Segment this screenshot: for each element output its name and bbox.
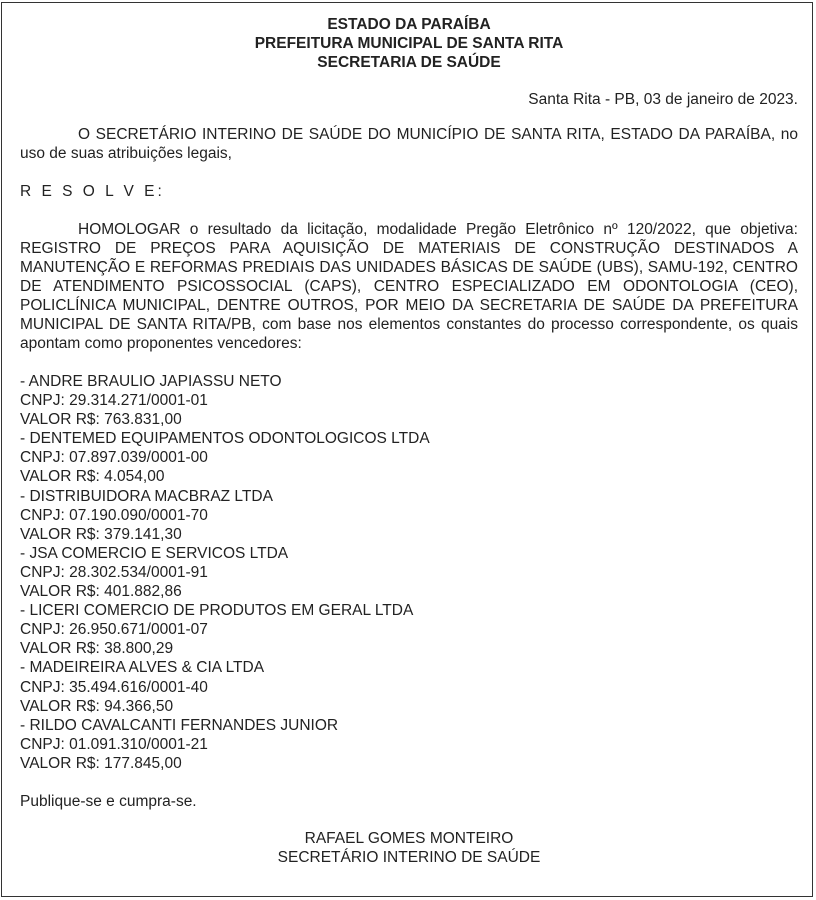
winner-value: VALOR R$: 38.800,29 (20, 640, 174, 658)
winner-cnpj: CNPJ: 28.302.534/0001-91 (20, 563, 208, 581)
winner-name: - LICERI COMERCIO DE PRODUTOS EM GERAL LTDA (20, 602, 414, 620)
header-prefecture: PREFEITURA MUNICIPAL DE SANTA RITA (254, 35, 564, 52)
winner-name: - ANDRE BRAULIO JAPIASSU NETO (20, 373, 282, 390)
winner-name: - DENTEMED EQUIPAMENTOS ODONTOLOGICOS LTDA (20, 430, 430, 448)
winner-name: - MADEIREIRA ALVES & CIA LTDA (20, 659, 265, 677)
winner-value: VALOR R$: 177.845,00 (20, 754, 182, 772)
signature-block (20, 829, 798, 867)
winner-cnpj: CNPJ: 29.314.271/0001-01 (20, 392, 208, 410)
resolve-heading: R E S O L V E: (20, 183, 165, 200)
signatory-title: SECRETÁRIO INTERINO DE SAÚDE (277, 848, 541, 866)
winner-value: VALOR R$: 379.141,30 (20, 525, 182, 543)
winner-value: VALOR R$: 94.366,50 (20, 697, 174, 715)
closing-line: Publique-se e cumpra-se. (20, 792, 197, 810)
winner-cnpj: CNPJ: 26.950.671/0001-07 (20, 621, 208, 639)
winner-name: - DISTRIBUIDORA MACBRAZ LTDA (20, 487, 273, 505)
header-state: ESTADO DA PARAÍBA (327, 16, 491, 33)
winner-cnpj: CNPJ: 07.897.039/0001-00 (20, 449, 208, 467)
body-paragraph: HOMOLOGAR o resultado da licitação, modalidade Pregão Eletrônico nº 120/2022, que objetiva: REGISTRO DE PREÇOS PARA AQUISIÇÃO DE MATERIAIS DE CONSTRUÇÃO DESTINADOS A MANUTENÇÃO E REFORMAS PREDIAIS DAS UNIDADES BÁSICAS DE SAÚDE (UBS), SAMU-192, CENTRO DE ATENDIMENTO PSICOSSOCIAL (CAPS), CENTRO ESPECIALIZADO EM ODONTOLOGIA (CEO), POLICLÍNICA MUNICIPAL, DENTRE OUTROS, POR MEIO DA SECRETARIA DE SAÚDE DA PREFEITURA MUNICIPAL DE SANTA RITA/PB, com base nos elementos constantes do processo correspondente, os quais apontam como proponentes vencedores: (20, 221, 798, 352)
winner-name: - RILDO CAVALCANTI FERNANDES JUNIOR (20, 716, 339, 734)
winner-value: VALOR R$: 763.831,00 (20, 411, 182, 429)
document-header (20, 15, 798, 72)
document-date: Santa Rita - PB, 03 de janeiro de 2023. (528, 91, 798, 108)
winner-name: - JSA COMERCIO E SERVICOS LTDA (20, 544, 289, 562)
header-secretariat: SECRETARIA DE SAÚDE (317, 54, 501, 71)
winner-cnpj: CNPJ: 01.091.310/0001-21 (20, 735, 208, 753)
signatory-name: RAFAEL GOMES MONTEIRO (304, 829, 514, 847)
winner-cnpj: CNPJ: 35.494.616/0001-40 (20, 678, 208, 696)
winners-list (20, 372, 798, 773)
winner-cnpj: CNPJ: 07.190.090/0001-70 (20, 506, 208, 524)
winner-value: VALOR R$: 4.054,00 (20, 468, 165, 486)
intro-paragraph: O SECRETÁRIO INTERINO DE SAÚDE DO MUNICÍPIO DE SANTA RITA, ESTADO DA PARAÍBA, no uso de suas atribuições legais, (20, 126, 798, 162)
document-content (20, 0, 798, 867)
winner-value: VALOR R$: 401.882,86 (20, 583, 182, 601)
